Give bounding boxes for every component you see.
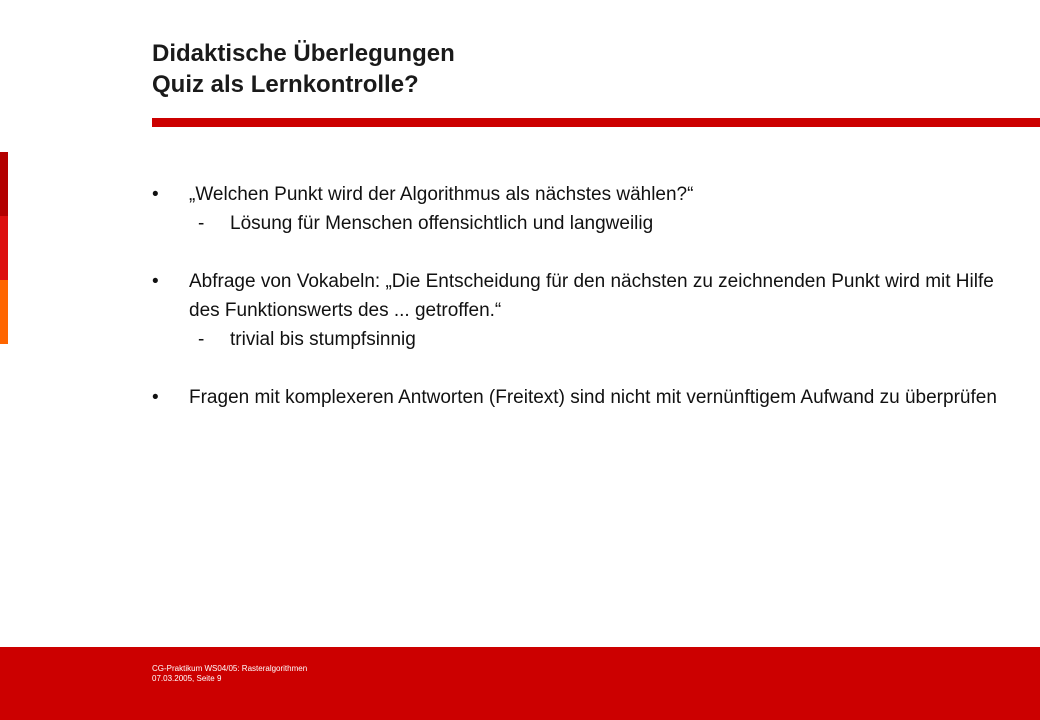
- footer-bar: [0, 647, 1040, 720]
- bullet-item: [152, 383, 1012, 412]
- bullet-text: Fragen mit komplexeren Antworten (Freitext) sind nicht mit vernünftigem Aufwand zu überprüfen: [189, 387, 997, 408]
- bullet-marker: •: [152, 271, 159, 292]
- bullet-marker: •: [152, 387, 159, 408]
- sub-item: [189, 209, 1012, 238]
- bullet-marker: •: [152, 184, 159, 205]
- bullet-text: „Welchen Punkt wird der Algorithmus als nächstes wählen?“: [189, 184, 694, 205]
- side-accent-dark-red: [0, 152, 8, 216]
- footer-text: [152, 664, 307, 684]
- sub-item: [189, 325, 1012, 354]
- sub-item-text: trivial bis stumpfsinnig: [230, 329, 416, 350]
- dash-marker: -: [198, 213, 205, 234]
- bullet-item: [152, 267, 1012, 354]
- bullet-item: [152, 180, 1012, 238]
- title-line-2: Quiz als Lernkontrolle?: [152, 71, 419, 98]
- slide-body: [152, 180, 1012, 412]
- side-accent-red: [0, 216, 8, 280]
- bullet-text: Abfrage von Vokabeln: „Die Entscheidung für den nächsten zu zeichnenden Punkt wird mit Hilfe des Funktionswerts des ... getroffen.“: [189, 271, 994, 321]
- slide-title: [152, 38, 455, 100]
- footer-date-page: 07.03.2005, Seite 9: [152, 674, 222, 683]
- sub-item-text: Lösung für Menschen offensichtlich und langweilig: [230, 213, 654, 234]
- title-line-1: Didaktische Überlegungen: [152, 40, 455, 67]
- side-accent-orange: [0, 280, 8, 344]
- footer-course: CG-Praktikum WS04/05: Rasteralgorithmen: [152, 664, 308, 673]
- dash-marker: -: [198, 329, 205, 350]
- title-underline-bar: [152, 118, 1040, 127]
